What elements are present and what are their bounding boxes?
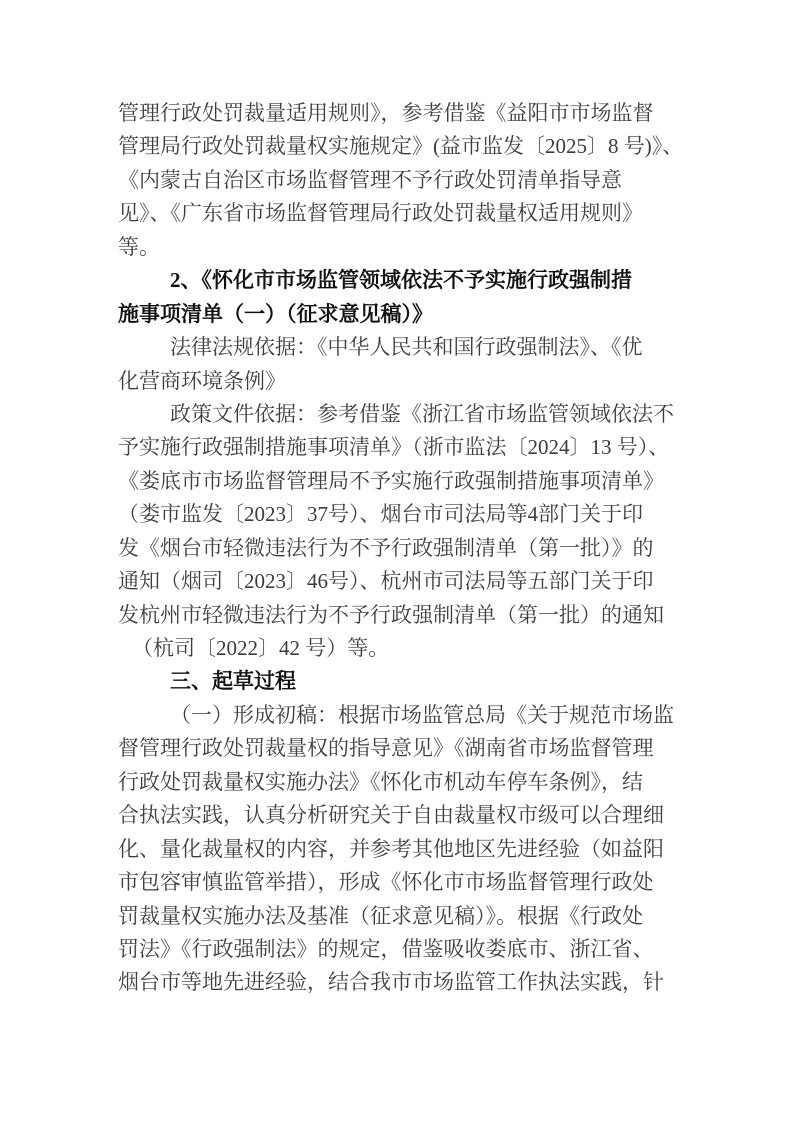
paragraph-line: 合执法实践，认真分析研究关于自由裁量权市级可以合理细 [118,803,664,828]
paragraph-line: 烟台市等地先进经验，结合我市市场监管工作执法实践，针 [118,970,664,995]
subheading-line: 施事项清单（一）（征求意见稿）》 [118,301,433,326]
paragraph-line: 《娄底市市场监督管理局不予实施行政强制措施事项清单》 [118,468,664,493]
paragraph-line: 发《烟台市轻微违法行为不予行政强制清单（第一批）》的 [118,535,654,560]
paragraph-line: 发杭州市轻微违法行为不予行政强制清单（第一批）的通知 [118,602,664,627]
paragraph-line: 政策文件依据：参考借鉴《浙江省市场监管领域依法不 [170,401,674,426]
paragraph-line: 化营商环境条例》 [118,368,286,393]
paragraph-line: 管理局行政处罚裁量权实施规定》(益市监发〔2025〕8 号)》、 [118,134,684,159]
subheading-line: 2、《怀化市市场监管领域依法不予实施行政强制措 [170,268,632,293]
document-text-block [118,97,684,1000]
paragraph-line: 行政处罚裁量权实施办法》《怀化市机动车停车条例》，结 [118,769,643,794]
paragraph-line: 罚裁量权实施办法及基准（征求意见稿）》。根据《行政处 [118,903,643,928]
paragraph-line: 管理行政处罚裁量适用规则》，参考借鉴《益阳市市场监督 [118,101,654,125]
paragraph-line: 罚法》《行政强制法》的规定，借鉴吸收娄底市、浙江省、 [118,936,654,961]
paragraph-line: 法律法规依据：《中华人民共和国行政强制法》、《优 [170,335,643,360]
paragraph-line: （杭司〔2022〕42 号）等。 [132,636,390,660]
paragraph-line: （一）形成初稿：根据市场监管总局《关于规范市场监 [170,702,674,727]
paragraph-line: 督管理行政处罚裁量权的指导意见》《湖南省市场监督管理 [118,736,654,761]
paragraph-line: 市包容审慎监管举措），形成《怀化市市场监督管理行政处 [118,870,654,895]
paragraph-line: （娄市监发〔2023〕37号）、烟台市司法局等4部门关于印 [118,502,643,527]
paragraph-line: 见》、《广东省市场监督管理局行政处罚裁量权适用规则》 [118,201,643,226]
paragraph-line: 《内蒙古自治区市场监督管理不予行政处罚清单指导意 [118,167,622,192]
paragraph-line: 通知（烟司〔2023〕46号）、杭州市司法局等五部门关于印 [118,569,654,594]
paragraph-line: 化、量化裁量权的内容，并参考其他地区先进经验（如益阳 [118,836,664,861]
paragraph-line: 等。 [118,234,160,259]
paragraph-line: 予实施行政强制措施事项清单》（浙市监法〔2024〕13 号）、 [118,435,670,460]
section-heading: 三、起草过程 [170,669,296,694]
